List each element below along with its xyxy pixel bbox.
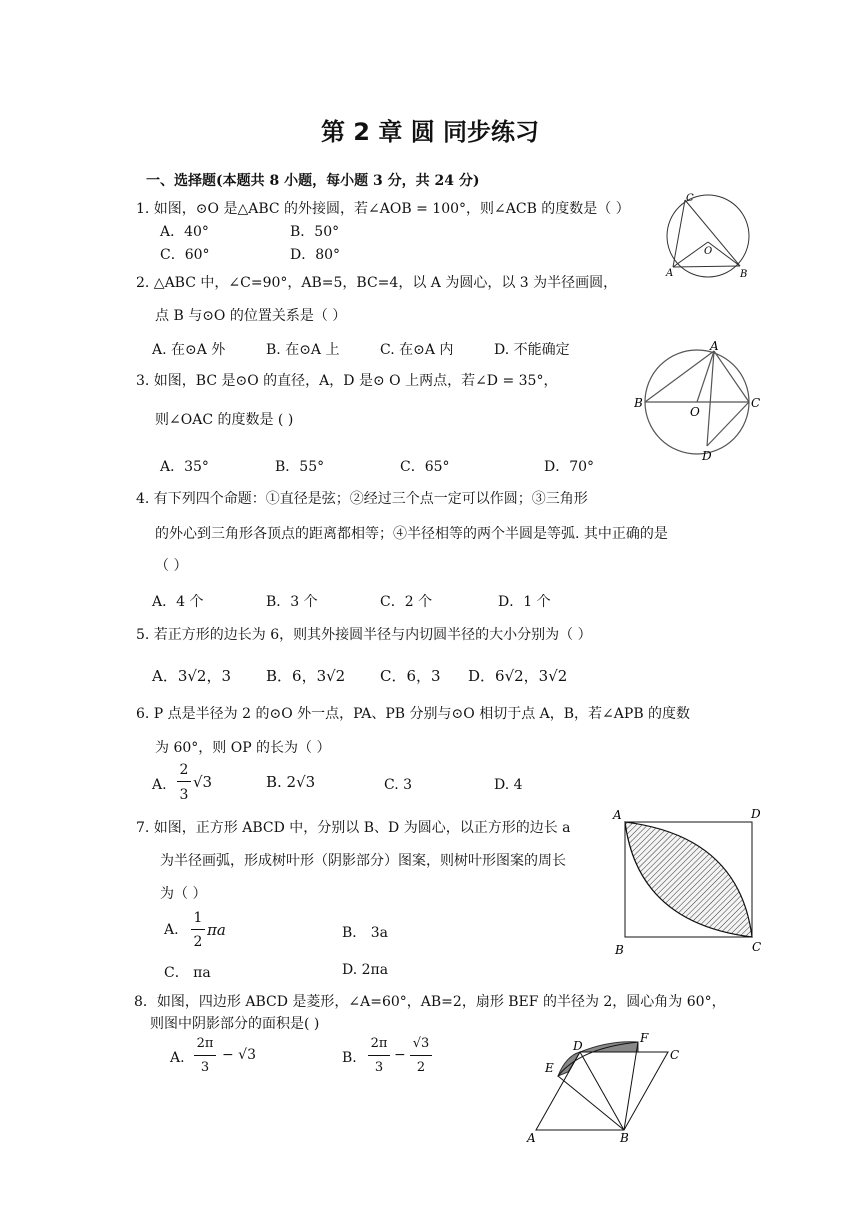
figure-q1: [660, 188, 760, 284]
q6-stem-line1: 6. P 点是半径为 2 的⊙O 外一点，PA、PB 分别与⊙O 相切于点 A，B，若∠APB 的度数: [136, 706, 691, 722]
leaf-shaded-region: [625, 822, 752, 937]
q3-option-d: D．70°: [544, 459, 595, 475]
label-b: B: [615, 943, 624, 957]
q3-stem-line1: 3. 如图，BC 是⊙O 的直径，A，D 是⊙ O 上两点，若∠D = 35°，: [136, 373, 558, 389]
q4-option-c: C．2 个: [380, 594, 433, 610]
q4-option-d: D．1 个: [498, 594, 551, 610]
q8a-fraction-bar: [194, 1055, 216, 1056]
segment-cb: [685, 200, 740, 266]
q1-option-c: C．60°: [160, 247, 210, 263]
q2-stem-line1: 2. △ABC 中，∠C=90°，AB=5，BC=4，以 A 为圆心，以 3 为半径画圆，: [136, 275, 618, 291]
label-f: F: [640, 1031, 649, 1045]
q4-option-b: B．3 个: [266, 594, 318, 610]
q4-stem-line2: 的外心到三角形各顶点的距离都相等；④半径相等的两个半圆是等弧. 其中正确的是: [155, 526, 668, 542]
q7-stem-line3: 为（ ）: [160, 886, 207, 902]
segment-dc: [707, 402, 749, 446]
q7-fraction-denominator: 2: [193, 934, 203, 950]
q8a-denominator: 3: [200, 1060, 210, 1075]
segment-ad: [707, 351, 714, 446]
q1-option-d: D．80°: [290, 247, 341, 263]
q8b-numerator2: √3: [412, 1036, 430, 1051]
q8-option-b: B.: [342, 1050, 357, 1066]
q8a-numerator: 2π: [196, 1036, 214, 1051]
q7-option-b: B． 3a: [342, 925, 388, 941]
circumcircle: [667, 195, 749, 277]
q8b-denominator2: 2: [416, 1060, 426, 1075]
q4-stem-line3: （ ）: [155, 558, 188, 574]
q3-option-a: A．35°: [160, 459, 209, 475]
label-o: O: [690, 405, 700, 419]
label-d: D: [702, 449, 712, 463]
segment-ab: [645, 351, 714, 402]
q7-fraction-numerator: 1: [193, 910, 203, 926]
label-d: D: [573, 1039, 583, 1053]
label-b: B: [620, 1131, 629, 1145]
label-c: C: [670, 1048, 680, 1062]
label-a: A: [613, 808, 622, 822]
q7-option-d: D. 2πa: [342, 962, 389, 978]
q8b-denominator: 3: [374, 1060, 384, 1075]
q4-stem-line1: 4. 有下列四个命题：①直径是弦；②经过三个点一定可以作圆；③三角形: [136, 491, 588, 507]
q7-fraction-bar: [191, 929, 205, 930]
q2-option-b: B. 在⊙A 上: [266, 342, 340, 358]
q4-option-a: A．4 个: [152, 594, 204, 610]
label-c: C: [752, 940, 762, 954]
q8b-numerator: 2π: [370, 1036, 388, 1051]
q6-option-a: A.: [152, 777, 167, 793]
section-heading: 一、选择题(本题共 8 小题，每小题 3 分，共 24 分): [146, 173, 480, 189]
q1-option-b: B．50°: [290, 224, 340, 240]
q6-fraction-numerator: 2: [179, 762, 189, 778]
q3-stem-line2: 则∠OAC 的度数是 ( ): [155, 412, 294, 428]
segment-ao: [673, 242, 708, 267]
q5-option-d: D．6√2，3√2: [468, 667, 568, 685]
q6-fraction-denominator: 3: [179, 787, 189, 803]
q2-stem-line2: 点 B 与⊙O 的位置关系是（ ）: [155, 308, 347, 324]
segment-ab: [673, 266, 740, 267]
q5-option-b: B．6，3√2: [266, 667, 346, 685]
q3-option-b: B．55°: [275, 459, 325, 475]
segment-be: [558, 1076, 624, 1130]
q8b-fraction-bar: [368, 1055, 390, 1056]
segment-ac: [714, 351, 749, 402]
q8b-minus: −: [394, 1047, 406, 1063]
q8-stem-line1: 8．如图，四边形 ABCD 是菱形，∠A=60°，AB=2，扇形 BEF 的半径为 2，圆心角为 60°，: [134, 994, 726, 1010]
page-title: 第 2 章 圆 同步练习: [320, 118, 540, 146]
q6-fraction-bar: [177, 781, 191, 782]
q5-option-a: A．3√2，3: [152, 667, 232, 685]
q8-option-a: A.: [170, 1050, 185, 1066]
q7-fraction-tail: πa: [207, 921, 226, 939]
q7-stem-line2: 为半径画弧，形成树叶形（阴影部分）图案，则树叶形图案的周长: [160, 853, 566, 869]
q7-option-a: A.: [164, 922, 179, 938]
q1-option-a: A．40°: [160, 224, 209, 240]
q1-stem: 1. 如图，⊙O 是△ABC 的外接圆，若∠AOB = 100°，则∠ACB 的度数是（ ）: [136, 201, 630, 217]
segment-ao: [697, 351, 714, 402]
q2-option-a: A. 在⊙A 外: [152, 342, 226, 358]
q6-option-c: C. 3: [384, 777, 413, 793]
q5-stem: 5. 若正方形的边长为 6，则其外接圆半径与内切圆半径的大小分别为（ ）: [136, 627, 592, 643]
q6-option-d: D. 4: [494, 777, 523, 793]
q8a-tail: − √3: [222, 1047, 257, 1063]
label-b: B: [740, 269, 748, 280]
q5-option-c: C．6，3: [380, 667, 441, 685]
label-o: O: [704, 246, 713, 257]
q8-stem-line2: 则图中阴影部分的面积是( ): [150, 1016, 320, 1032]
segment-bd: [580, 1052, 624, 1130]
label-b: B: [634, 396, 643, 410]
q6-stem-line2: 为 60°，则 OP 的长为（ ）: [155, 740, 331, 756]
q7-option-c: C． πa: [164, 965, 211, 981]
q6-fraction-tail: √3: [193, 773, 213, 791]
label-a: A: [710, 339, 719, 353]
label-e: E: [545, 1061, 554, 1075]
label-d: D: [751, 807, 761, 821]
label-c: C: [686, 193, 694, 204]
label-a: A: [527, 1131, 536, 1145]
q8b-fraction-bar2: [410, 1055, 432, 1056]
q2-option-c: C. 在⊙A 内: [380, 342, 454, 358]
figure-q7: [608, 802, 770, 958]
figure-q8: [522, 1030, 698, 1146]
label-c: C: [751, 396, 761, 410]
figure-q3: [634, 338, 768, 464]
segment-ca: [673, 200, 685, 267]
q7-stem-line1: 7. 如图，正方形 ABCD 中，分别以 B、D 为圆心，以正方形的边长 a: [136, 820, 571, 836]
q2-option-d: D. 不能确定: [494, 342, 570, 358]
q3-option-c: C．65°: [400, 459, 450, 475]
segment-bo: [708, 242, 740, 266]
q6-option-b: B. 2√3: [266, 773, 316, 791]
label-a: A: [666, 268, 674, 279]
